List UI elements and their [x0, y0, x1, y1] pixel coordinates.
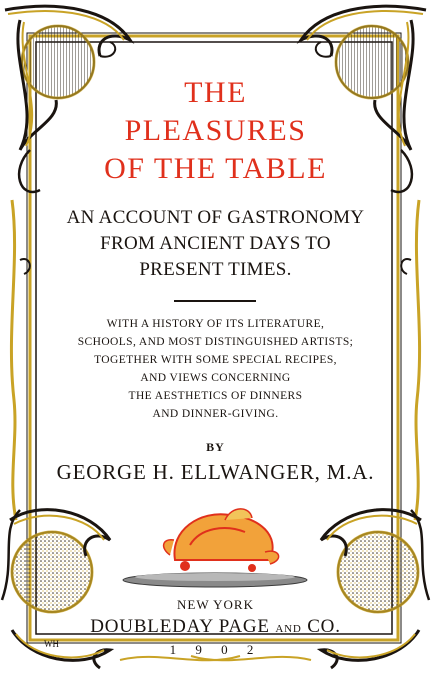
imprint-city: NEW YORK — [177, 597, 254, 612]
subtitle-line-2: FROM ANCIENT DAYS TO — [100, 233, 331, 254]
subtitle-line-3: PRESENT TIMES. — [139, 259, 292, 280]
subtitle-line-1: AN ACCOUNT OF GASTRONOMY — [66, 207, 365, 228]
imprint-publisher: DOUBLEDAY PAGE — [90, 616, 270, 637]
description-line-2: SCHOOLS, AND MOST DISTINGUISHED ARTISTS; — [77, 336, 354, 348]
divider-rule — [174, 300, 256, 302]
imprint-and: AND — [275, 623, 302, 635]
byline-by: BY — [206, 440, 225, 454]
monogram-text: WH — [44, 639, 59, 649]
title-line-2: PLEASURES — [124, 114, 307, 147]
description-line-5: THE AESTHETICS OF DINNERS — [128, 390, 303, 402]
title-line-1: THE — [184, 76, 247, 109]
imprint-co: CO. — [307, 616, 341, 637]
imprint-year: 1 9 0 2 — [169, 642, 262, 657]
author-name: GEORGE H. ELLWANGER, M.A. — [56, 460, 375, 484]
roast-fowl-platter-icon — [123, 509, 307, 587]
description-line-3: TOGETHER WITH SOME SPECIAL RECIPES, — [94, 354, 337, 366]
title-line-3: OF THE TABLE — [104, 152, 327, 185]
description-line-1: WITH A HISTORY OF ITS LITERATURE, — [106, 318, 325, 330]
description-line-6: AND DINNER-GIVING. — [152, 408, 279, 420]
imprint-publisher-line — [0, 616, 431, 638]
description-line-4: AND VIEWS CONCERNING — [140, 372, 291, 384]
